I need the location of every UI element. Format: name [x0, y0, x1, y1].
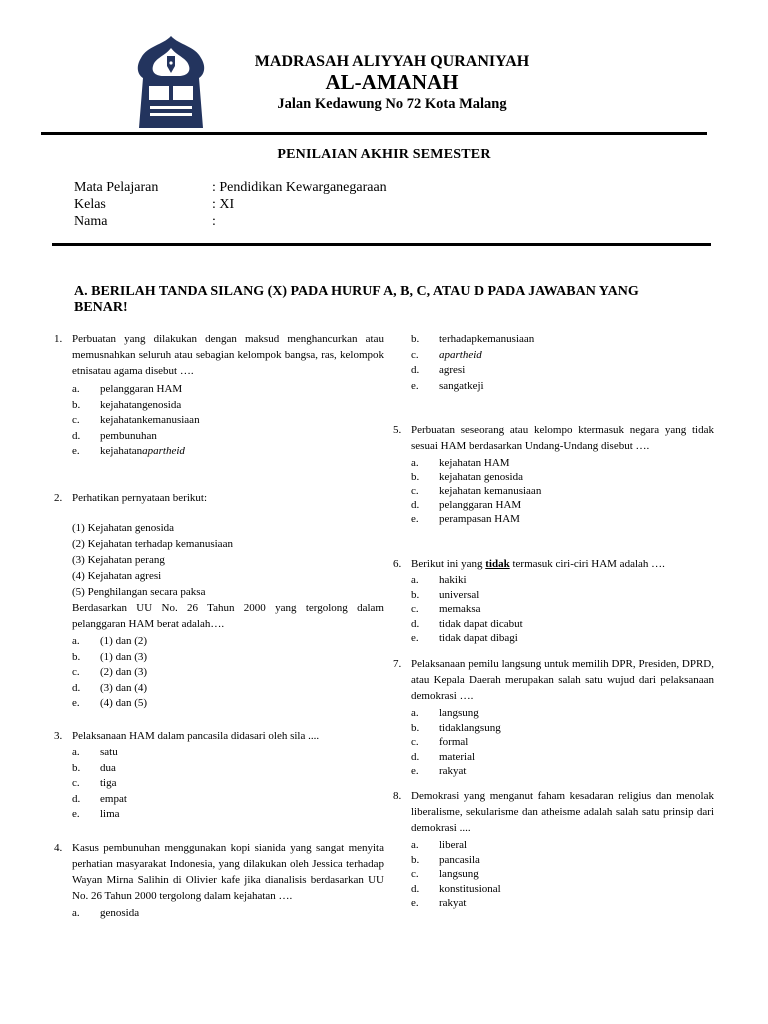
- option-letter: b.: [72, 650, 81, 663]
- info-label: Nama: [74, 214, 108, 229]
- question-text: Pelaksanaan pemilu langsung untuk memilih DPR, Presiden, DPRD, atau Kepala Daerah merupakan salah satu wujud dari pelaksanaan demokrasi ….: [411, 658, 714, 702]
- option-c[interactable]: [72, 412, 384, 428]
- option-c[interactable]: [411, 347, 723, 363]
- option-text: terhadapkemanusiaan: [439, 333, 535, 345]
- option-text: (1) dan (3): [100, 650, 148, 663]
- question-4-continued: [393, 331, 723, 393]
- option-text: universal: [439, 588, 480, 601]
- option-text: kejahatan kemanusiaan: [439, 485, 542, 497]
- question-text: Kasus pembunuhan menggunakan kopi sianida yang sangat menyita perhatian masyarakat Indonesia, yang dilakukan oleh Jessica terhadap Wayan Mirna Salihin di Olivier kafe jika dianalisis berdasarkan UU No. 26 Tahun 2000 tergolong dalam kejahatan ….: [72, 842, 384, 902]
- question-number: 4.: [54, 842, 63, 854]
- option-d[interactable]: [72, 428, 384, 444]
- option-text: pelanggaran HAM: [100, 383, 183, 395]
- option-text: perampasan HAM: [439, 513, 520, 525]
- option-c[interactable]: [72, 664, 384, 680]
- header-divider: [41, 132, 707, 135]
- option-text: langsung: [439, 868, 479, 880]
- option-text: pancasila: [439, 853, 480, 866]
- option-b[interactable]: [72, 760, 384, 776]
- statement-3: (3) Kejahatan perang: [72, 554, 165, 566]
- option-e[interactable]: [411, 763, 714, 778]
- option-letter: c.: [72, 666, 80, 679]
- question-text: Perbuatan seseorang atau kelompo ktermasuk negara yang tidak sesuai HAM berdasarkan Undang-Undang disebut ….: [411, 424, 714, 452]
- option-letter: e.: [411, 513, 419, 525]
- option-c[interactable]: [411, 866, 714, 881]
- option-letter: e.: [72, 808, 80, 821]
- info-value: :: [212, 214, 216, 229]
- info-label: Kelas: [74, 197, 106, 212]
- option-letter: e.: [411, 765, 419, 777]
- option-text: tiga: [100, 777, 117, 790]
- statement-4: (4) Kejahatan agresi: [72, 570, 162, 582]
- statement-2: (2) Kejahatan terhadap kemanusiaan: [72, 538, 233, 550]
- option-letter: a.: [411, 839, 419, 851]
- option-b[interactable]: [411, 469, 714, 483]
- option-text: rakyat: [439, 765, 467, 777]
- option-text: (1) dan (2): [100, 635, 148, 647]
- question-number: 3.: [54, 730, 63, 742]
- option-e[interactable]: [411, 895, 714, 910]
- option-text: pembunuhan: [100, 429, 157, 442]
- option-c[interactable]: [411, 601, 714, 616]
- option-text: agresi: [439, 364, 466, 377]
- option-d[interactable]: [411, 362, 723, 378]
- question-number: 7.: [393, 658, 402, 670]
- question-7: [393, 656, 714, 778]
- option-c[interactable]: [411, 483, 714, 497]
- option-text: tidaklangsung: [439, 721, 501, 734]
- option-a[interactable]: [72, 381, 384, 397]
- option-text: empat: [100, 792, 127, 805]
- option-text: genosida: [100, 907, 140, 919]
- option-letter: d.: [72, 429, 81, 442]
- option-letter: d.: [411, 499, 420, 511]
- option-text: pelanggaran HAM: [439, 499, 522, 511]
- option-a[interactable]: [72, 633, 384, 649]
- option-text: memaksa: [439, 603, 481, 615]
- option-letter: c.: [411, 348, 419, 361]
- option-text: material: [439, 750, 476, 763]
- option-letter: d.: [411, 364, 420, 377]
- option-c[interactable]: [72, 775, 384, 791]
- option-text: sangatkeji: [439, 379, 484, 392]
- option-letter: a.: [411, 457, 419, 469]
- option-text: satu: [100, 746, 118, 758]
- option-text: kejahatangenosida: [100, 398, 182, 411]
- option-letter: d.: [411, 617, 420, 630]
- logo-book-left: [149, 86, 169, 100]
- option-letter: d.: [72, 792, 81, 805]
- option-letter: a.: [72, 907, 80, 919]
- option-d[interactable]: [72, 680, 384, 696]
- emphasis-tidak: tidak: [485, 558, 510, 570]
- option-text: (2) dan (3): [100, 666, 148, 679]
- option-letter: b.: [411, 588, 420, 601]
- question-4: [54, 840, 384, 921]
- option-e[interactable]: [411, 630, 714, 645]
- option-text: kejahatan HAM: [439, 457, 510, 469]
- question-number: 8.: [393, 790, 402, 802]
- option-text: kejahatan genosida: [439, 471, 523, 483]
- exam-title: PENILAIAN AKHIR SEMESTER: [277, 147, 491, 162]
- option-d[interactable]: [411, 497, 714, 511]
- option-letter: d.: [411, 882, 420, 895]
- option-b[interactable]: [411, 852, 714, 867]
- school-address: Jalan Kedawung No 72 Kota Malang: [277, 96, 507, 112]
- statement-1: (1) Kejahatan genosida: [72, 522, 175, 534]
- question-intro: Perhatikan pernyataan berikut:: [72, 492, 208, 504]
- option-d[interactable]: [72, 791, 384, 807]
- option-text: dua: [100, 761, 116, 774]
- option-a[interactable]: [411, 455, 714, 469]
- option-text: langsung: [439, 707, 479, 719]
- option-letter: a.: [411, 574, 419, 586]
- option-text: kejahatanapartheid: [100, 445, 185, 458]
- option-letter: c.: [411, 868, 419, 880]
- option-d[interactable]: [411, 881, 714, 896]
- option-text: formal: [439, 736, 469, 748]
- option-b[interactable]: [411, 720, 714, 735]
- info-divider: [52, 243, 711, 246]
- option-b[interactable]: [72, 397, 384, 413]
- option-letter: b.: [411, 721, 420, 734]
- option-c[interactable]: [411, 734, 714, 749]
- question-text: Perbuatan yang dilakukan dengan maksud menghancurkan atau memusnahkan seluruh atau sebagian kelompok bangsa, ras, kelompok etnisatau agama disebut ….: [72, 333, 384, 377]
- school-name: MADRASAH ALIYYAH QURANIYAH: [254, 53, 530, 70]
- section-instruction: A. BERILAH TANDA SILANG (X) PADA HURUF A, B, C, ATAU D PADA JAWABAN YANG BENAR!: [74, 284, 639, 315]
- option-text: lima: [100, 808, 120, 821]
- option-e[interactable]: [411, 511, 714, 525]
- option-d[interactable]: [411, 616, 714, 631]
- option-text: apartheid: [439, 348, 482, 361]
- school-subname: AL-AMANAH: [325, 70, 459, 94]
- option-letter: c.: [72, 414, 80, 427]
- option-letter: b.: [411, 853, 420, 866]
- option-letter: c.: [411, 603, 419, 615]
- question-3: [54, 728, 384, 822]
- option-b[interactable]: [411, 331, 723, 347]
- option-letter: a.: [72, 746, 80, 758]
- option-letter: a.: [72, 383, 80, 395]
- mosque-book-pen-logo-icon: [133, 36, 209, 128]
- option-text: (3) dan (4): [100, 681, 148, 694]
- option-letter: e.: [411, 897, 419, 909]
- question-8: [393, 788, 714, 910]
- question-text: Berdasarkan UU No. 26 Tahun 2000 yang tergolong dalam pelanggaran HAM berat adalah….: [72, 602, 384, 630]
- question-number: 5.: [393, 424, 402, 436]
- option-a[interactable]: [411, 705, 714, 720]
- option-e[interactable]: [72, 695, 384, 711]
- option-letter: b.: [411, 333, 420, 345]
- logo-book-right: [173, 86, 193, 100]
- question-number: 6.: [393, 558, 402, 570]
- option-text: konstitusional: [439, 882, 501, 895]
- option-b[interactable]: [411, 587, 714, 602]
- question-number: 1.: [54, 333, 63, 345]
- option-text: tidak dapat dicabut: [439, 617, 523, 630]
- option-letter: b.: [411, 471, 420, 483]
- option-text: liberal: [439, 839, 468, 851]
- question-number: 2.: [54, 492, 63, 504]
- option-letter: d.: [411, 750, 420, 763]
- question-text: Pelaksanaan HAM dalam pancasila didasari oleh sila ....: [72, 730, 320, 742]
- option-e[interactable]: [411, 378, 723, 394]
- statement-5: (5) Penghilangan secara paksa: [72, 586, 206, 598]
- info-value: : Pendidikan Kewarganegaraan: [212, 180, 387, 195]
- option-letter: a.: [72, 635, 80, 647]
- option-letter: c.: [72, 777, 80, 790]
- option-letter: e.: [72, 697, 80, 710]
- option-text: (4) dan (5): [100, 697, 148, 710]
- option-letter: e.: [411, 632, 419, 644]
- question-text: Demokrasi yang menganut faham kesadaran religius dan menolak liberalisme, sekularisme dan atheisme adalah salah satu prinsip dari demokrasi ....: [411, 790, 714, 834]
- option-e[interactable]: [72, 806, 384, 822]
- option-d[interactable]: [411, 749, 714, 764]
- option-b[interactable]: [72, 649, 384, 665]
- option-text: hakiki: [439, 574, 467, 586]
- option-a[interactable]: [72, 744, 384, 760]
- option-letter: b.: [72, 398, 81, 411]
- option-letter: c.: [411, 485, 419, 497]
- option-a[interactable]: [411, 837, 714, 852]
- option-letter: b.: [72, 761, 81, 774]
- question-text: Berikut ini yang tidak termasuk ciri-ciri HAM adalah ….: [411, 558, 665, 570]
- info-value: : XI: [212, 197, 235, 212]
- option-letter: c.: [411, 736, 419, 748]
- option-letter: e.: [411, 379, 419, 392]
- info-label: Mata Pelajaran: [74, 180, 159, 195]
- option-text: tidak dapat dibagi: [439, 632, 518, 644]
- option-text: kejahatankemanusiaan: [100, 414, 200, 427]
- option-letter: d.: [72, 681, 81, 694]
- question-5: [393, 422, 714, 525]
- option-letter: e.: [72, 445, 80, 458]
- option-text: rakyat: [439, 897, 467, 909]
- option-e[interactable]: [72, 443, 384, 459]
- question-1: [54, 331, 384, 459]
- question-6: [393, 556, 714, 645]
- option-a[interactable]: [72, 905, 384, 921]
- option-letter: a.: [411, 707, 419, 719]
- option-a[interactable]: [411, 572, 714, 587]
- question-2: [54, 490, 384, 711]
